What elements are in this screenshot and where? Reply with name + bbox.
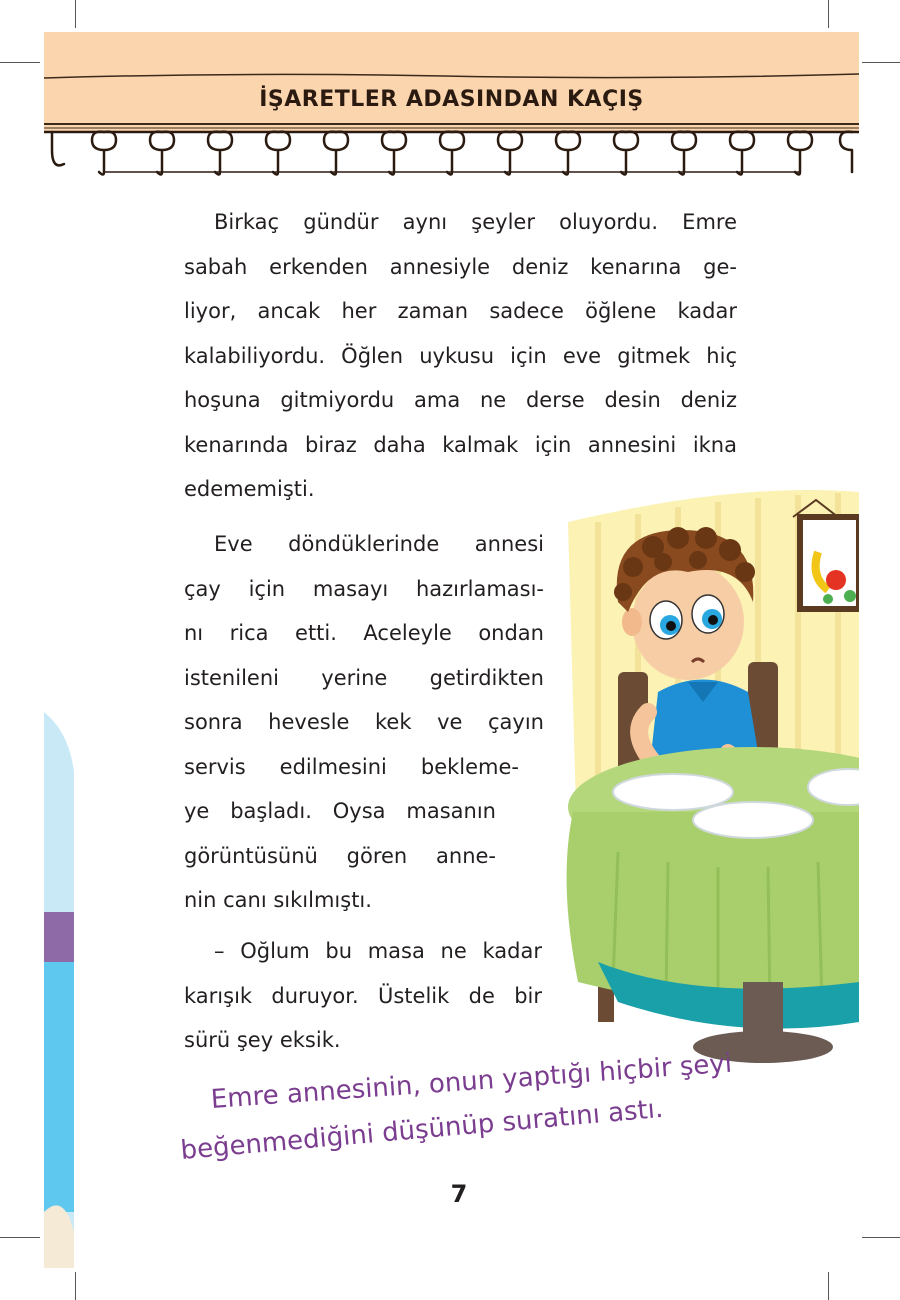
crop-mark xyxy=(828,0,829,28)
text-line: istenileni yerine getirdikten xyxy=(184,665,544,690)
text-line: nı rica etti. Aceleyle ondan xyxy=(184,621,544,645)
text-line: sürü şey eksik. xyxy=(184,1028,341,1052)
book-page xyxy=(44,32,859,1268)
paragraph-3 xyxy=(184,929,542,1063)
text-line: kalabiliyordu. Öğlen uykusu için eve gitmek hiç xyxy=(184,343,737,368)
page-header xyxy=(44,32,859,182)
crop-mark xyxy=(75,0,76,28)
text-line: ye başladı. Oysa masanın xyxy=(184,799,496,823)
text-line: sonra hevesle kek ve çayın xyxy=(184,710,544,734)
text-line: hoşuna gitmiyordu ama ne derse desin deniz xyxy=(184,388,737,412)
paragraph-2 xyxy=(184,522,544,923)
text-line: Birkaç gündür aynı şeyler oluyordu. Emre xyxy=(214,210,737,234)
text-line: – Oğlum bu masa ne kadar xyxy=(214,939,542,963)
text-line: sabah erkenden annesiyle deniz kenarına ge- xyxy=(184,254,737,279)
sea-illustration-strip xyxy=(44,712,76,1268)
text-line: servis edilmesini bekleme- xyxy=(184,754,519,779)
text-line: çay için masayı hazırlaması- xyxy=(184,576,544,601)
caption-line-1: Emre annesinin, onun yaptığı hiçbir şeyi xyxy=(209,1048,733,1115)
caption-line-2: beğenmediğini düşünüp suratını astı. xyxy=(179,1093,665,1166)
text-line: nin canı sıkılmıştı. xyxy=(184,888,372,912)
text-line: Eve döndüklerinde annesi xyxy=(214,532,544,556)
text-line: görüntüsünü gören anne- xyxy=(184,843,496,868)
crop-mark xyxy=(0,62,40,63)
book-title: İŞARETLER ADASINDAN KAÇIŞ xyxy=(259,87,644,112)
crop-mark xyxy=(0,1237,40,1238)
crop-mark xyxy=(75,1272,76,1300)
text-line: edememişti. xyxy=(184,477,315,501)
crop-mark xyxy=(862,1237,900,1238)
text-line: liyor, ancak her zaman sadece öğlene kadar xyxy=(184,299,737,323)
crop-mark xyxy=(828,1272,829,1300)
boy-at-table-illustration xyxy=(538,462,859,1082)
text-line: karışık duruyor. Üstelik de bir xyxy=(184,983,542,1008)
crop-mark xyxy=(862,62,900,63)
text-line: kenarında biraz daha kalmak için annesini ikna xyxy=(184,432,737,457)
page-number: 7 xyxy=(450,1180,468,1208)
